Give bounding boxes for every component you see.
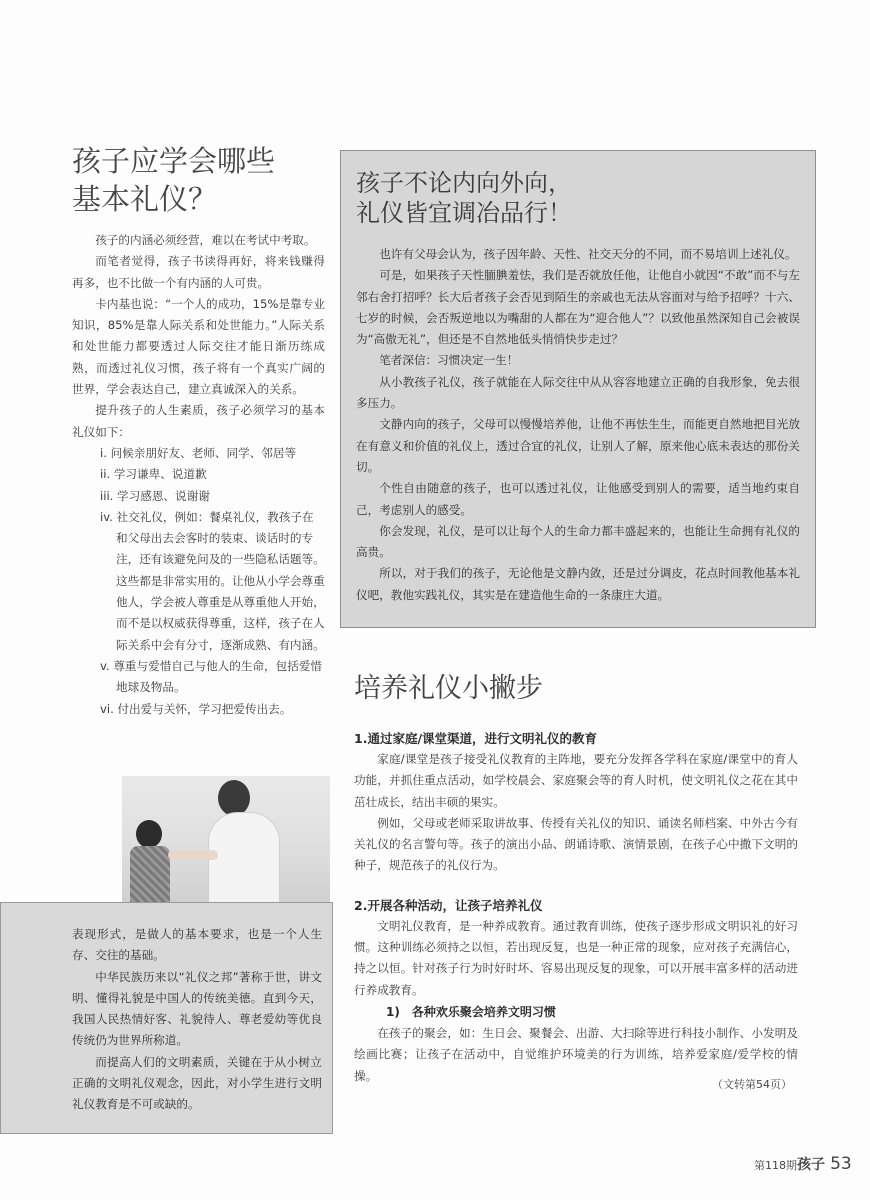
photo-hands xyxy=(168,850,218,860)
subsection-paragraph: 文明礼仪教育，是一种养成教育。通过教育训练，使孩子逐步形成文明识礼的好习惯。这种训练必须持之以恒，若出现反复，也是一种正常的现象，应对孩子充满信心，持之以恒。针对孩子行为时好时坏、容易出现反复的现象，可以开展丰富多样的活动进行养成教育。 xyxy=(354,918,798,997)
continued-note: （文转第54页） xyxy=(712,1078,792,1091)
magazine-name: 孩子 xyxy=(797,1157,825,1173)
left-paragraph: 孩子的内涵必须经营，难以在考试中考取。 xyxy=(95,233,316,247)
box-title-line-2: 礼仪皆宜调冶品行！ xyxy=(356,199,572,227)
left-article-title xyxy=(72,142,322,218)
right-column xyxy=(354,728,798,1087)
list-item: ii. 学习谦卑、说道歉 xyxy=(100,467,207,482)
box-paragraph: 你会发现，礼仪，是可以让每个人的生命力都丰盛起来的，也能让生命拥有礼仪的高贵。 xyxy=(356,523,800,560)
issue-number: 第118期 xyxy=(754,1159,797,1172)
left-paragraph: 而笔者觉得，孩子书读得再好，将来钱赚得再多，也不比做一个有内涵的人可贵。 xyxy=(72,254,325,290)
photo-woman-body xyxy=(208,812,280,904)
box-paragraph: 可是，如果孩子天性腼腆羞怯，我们是否就放任他，让他自小就因“不敢”而不与左邻右舍打招呼？长大后者孩子会否见到陌生的亲戚也无法从容面对与给予招呼？十六、七岁的时候，会否叛逆地以为嘴甜的人都在为“迎合他人”？以致他虽然深知自己会被误为“高傲无礼”，但还是不自然地低头悄悄快步走过？ xyxy=(356,268,800,347)
section-title: 培养礼仪小撇步 xyxy=(354,673,543,704)
spacer xyxy=(354,877,798,895)
subsection-paragraph: 家庭/课堂是孩子接受礼仪教育的主阵地，要充分发挥各学科在家庭/课堂中的育人功能，并抓住重点活动，如学校晨会、家庭聚会等的育人时机，使文明礼仪之花在其中茁壮成长，结出丰硕的果实。 xyxy=(354,752,798,809)
box-paragraph: 笔者深信：习惯决定一生！ xyxy=(379,353,519,368)
etiquette-list xyxy=(72,443,325,720)
photo-woman-head xyxy=(218,780,250,816)
box-paragraph: 文静内向的孩子，父母可以慢慢培养他，让他不再怯生生，而能更自然地把目光放在有意义和价值的礼仪上，透过合宜的礼仪，让别人了解，原来他心底未表达的那份关切。 xyxy=(356,417,800,474)
left-box-paragraph: 表现形式，是做人的基本要求，也是一个人生存、交往的基础。 xyxy=(72,927,322,963)
page-number: 53 xyxy=(830,1154,852,1174)
box-paragraph: 所以，对于我们的孩子，无论他是文静内敛，还是过分调皮，花点时间教他基本礼仪吧，教他实践礼仪，其实是在建造他生命的一条康庄大道。 xyxy=(356,566,800,602)
left-box-paragraph: 中华民族历来以“礼仪之邦”著称于世，讲文明、懂得礼貌是中国人的传统美德。直到今天，我国人民热情好客、礼貌待人、尊老爱幼等优良传统仍为世界所称道。 xyxy=(72,969,322,1048)
subsection-paragraph: 例如，父母或老师采取讲故事、传授有关礼仪的知识、诵读名师档案、中外古今有关礼仪的名言警句等。孩子的演出小品、朗诵诗歌、演情景剧，在孩子心中撒下文明的种子，规范孩子的礼仪行为。 xyxy=(354,815,798,873)
list-item: iv. 社交礼仪，例如：餐桌礼仪，教孩子在和父母出去会客时的装束、谈话时的专注，还有该避免问及的一些隐私话题等。这些都是非常实用的。让他从小学会尊重他人，学会被人尊重是从尊重他人开始，而不是以权威获得尊重，这样，孩子在人际关系中会有分寸，逐渐成熟、有内涵。 xyxy=(100,509,325,652)
left-paragraph: 卡内基也说：“一个人的成功，15%是靠专业知识，85%是靠人际关系和处世能力。”人际关系和处世能力都要透过人际交往才能日渐历练成熟，而透过礼仪习惯，孩子将有一个真实广阔的世界，学会表达自己，建立真诚深入的关系。 xyxy=(72,296,325,397)
left-title-line-2: 基本礼仪？ xyxy=(72,182,218,216)
left-box-text xyxy=(72,924,322,1116)
left-paragraph: 提升孩子的人生素质，孩子必须学习的基本礼仪如下： xyxy=(72,403,325,439)
box-paragraph: 从小教孩子礼仪，孩子就能在人际交往中从从容容地建立正确的自我形象，免去很多压力。 xyxy=(356,374,800,411)
box-paragraph: 个性自由随意的孩子，也可以透过礼仪，让他感受到别人的需要，适当地约束自己，考虑别人的感受。 xyxy=(356,481,800,517)
left-box-paragraph: 而提高人们的文明素质，关键在于从小树立正确的文明礼仪观念，因此，对小学生进行文明礼仪教育是不可或缺的。 xyxy=(72,1054,322,1112)
list-item: vi. 付出爱与关怀，学习把爱传出去。 xyxy=(100,701,292,716)
subsection-1-heading: 1.通过家庭/课堂渠道，进行文明礼仪的教育 xyxy=(354,731,598,746)
subsection-paragraph: 在孩子的聚会，如：生日会、聚餐会、出游、大扫除等进行科技小制作、小发明及绘画比赛；让孩子在活动中，自觉维护环境美的行为训练，培养爱家庭/爱学校的情操。 xyxy=(354,1025,798,1083)
list-item: i. 问候亲朋好友、老师、同学、邻居等 xyxy=(100,445,297,460)
box-title-line-1: 孩子不论内向外向， xyxy=(356,169,572,197)
subsection-2-heading: 2.开展各种活动，让孩子培养礼仪 xyxy=(354,897,543,913)
photo-boy-head xyxy=(136,820,162,848)
mother-child-photo xyxy=(122,776,330,904)
box-paragraph: 也许有父母会认为，孩子因年龄、天性、社交天分的不同，而不易培训上述礼仪。 xyxy=(379,247,797,261)
list-item: v. 尊重与爱惜自己与他人的生命，包括爱惜地球及物品。 xyxy=(100,658,323,695)
page-footer xyxy=(754,1154,852,1174)
photo-boy-body xyxy=(130,846,170,904)
list-item: iii. 学习感恩、说谢谢 xyxy=(100,488,210,503)
left-title-line-1: 孩子应学会哪些 xyxy=(72,144,276,178)
subsection-2a-heading: 1) 各种欢乐聚会培养文明习惯 xyxy=(386,1004,556,1019)
left-column xyxy=(72,230,325,720)
sidebar-box-text xyxy=(356,244,800,606)
sidebar-box-title xyxy=(356,168,572,228)
